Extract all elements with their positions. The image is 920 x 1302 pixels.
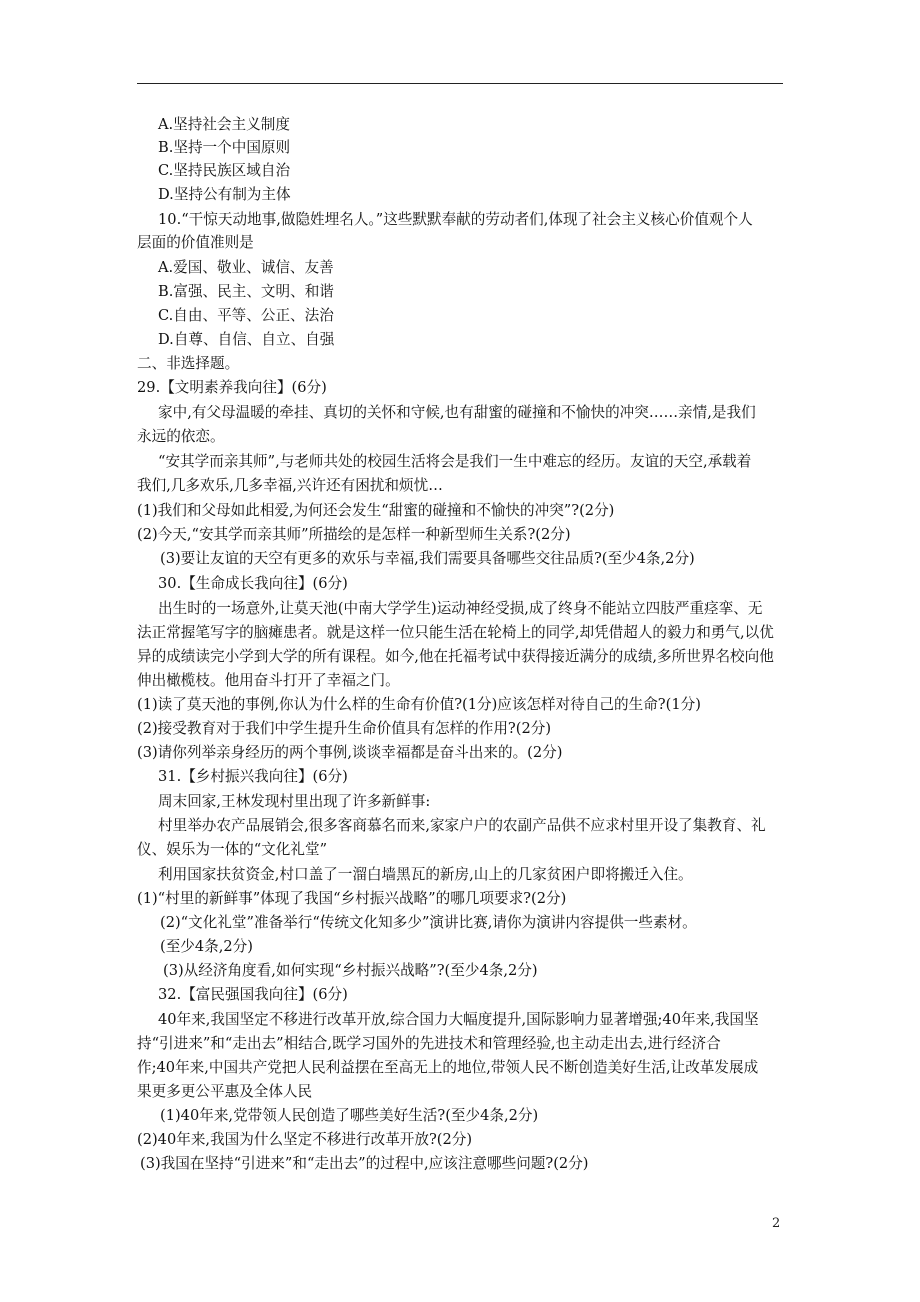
text-line: 40年来,我国坚定不移进行改革开放,综合国力大幅度提升,国际影响力显著增强;40年来,我国坚 <box>158 1011 759 1028</box>
text-line: 持“引进来”和“走出去”相结合,既学习国外的先进技术和管理经验,也主动走出去,进行经济合 <box>137 1035 721 1052</box>
text-line: D.自尊、自信、自立、自强 <box>158 331 335 348</box>
text-line: C.坚持民族区域自治 <box>158 162 291 179</box>
text-line: 伸出橄榄枝。他用奋斗打开了幸福之门。 <box>137 672 400 689</box>
text-line: A.爱国、敬业、诚信、友善 <box>158 259 334 276</box>
text-line: 30.【生命成长我向往】(6分) <box>158 575 348 592</box>
text-line: (2)今天,“安其学而亲其师”所描绘的是怎样一种新型师生关系?(2分) <box>137 526 571 543</box>
text-line: B.坚持一个中国原则 <box>158 139 291 156</box>
text-line: 层面的价值准则是 <box>137 234 254 251</box>
text-line: (1)我们和父母如此相爱,为何还会发生“甜蜜的碰撞和不愉快的冲突”?(2分) <box>137 502 615 519</box>
text-line: D.坚持公有制为主体 <box>158 186 291 203</box>
text-line: (2)接受教育对于我们中学生提升生命价值具有怎样的作用?(2分) <box>137 720 552 737</box>
text-line: 31.【乡村振兴我向往】(6分) <box>158 768 348 785</box>
text-line: 周末回家,王林发现村里出现了许多新鲜事: <box>158 793 431 810</box>
text-line: (至少4条,2分) <box>160 938 253 955</box>
header-rule <box>137 83 783 84</box>
text-line: 二、非选择题。 <box>137 355 240 372</box>
text-line: 家中,有父母温暖的牵挂、真切的关怀和守候,也有甜蜜的碰撞和不愉快的冲突……亲情,是我们 <box>158 404 756 421</box>
text-line: 果更多更公平惠及全体人民 <box>137 1083 313 1100</box>
text-line: 作;40年来,中国共产党把人民利益摆在至高无上的地位,带领人民不断创造美好生活,让改革发展成 <box>137 1059 759 1076</box>
text-line: 29.【文明素养我向往】(6分) <box>137 379 327 396</box>
text-line: “安其学而亲其师”,与老师共处的校园生活将会是我们一生中难忘的经历。友谊的天空,承载着 <box>158 453 752 470</box>
text-line: 32.【富民强国我向往】(6分) <box>158 986 348 1003</box>
text-line: (3)要让友谊的天空有更多的欢乐与幸福,我们需要具备哪些交往品质?(至少4条,2分) <box>160 550 695 567</box>
text-line: 仪、娱乐为一体的“文化礼堂” <box>137 841 328 858</box>
text-line: (1)读了莫天池的事例,你认为什么样的生命有价值?(1分)应该怎样对待自己的生命?(1分) <box>137 696 701 713</box>
text-line: 出生时的一场意外,让莫天池(中南大学学生)运动神经受损,成了终身不能站立四肢严重痉挛、无 <box>158 600 763 617</box>
page-number: 2 <box>772 1216 781 1231</box>
text-line: 利用国家扶贫资金,村口盖了一溜白墙黑瓦的新房,山上的几家贫困户即将搬迁入住。 <box>158 866 693 883</box>
text-line: 永远的依恋。 <box>137 428 225 445</box>
text-line: 我们,几多欢乐,几多幸福,兴许还有困扰和烦忧… <box>137 477 443 494</box>
text-line: 10.“干惊天动地事,做隐姓埋名人。”这些默默奉献的劳动者们,体现了社会主义核心价值观个人 <box>158 211 753 228</box>
text-line: (2)“文化礼堂”准备举行“传统文化知多少”演讲比赛,请你为演讲内容提供一些素材。 <box>160 914 697 931</box>
text-line: 村里举办农产品展销会,很多客商慕名而来,家家户户的农副产品供不应求村里开设了集教育、礼 <box>158 817 766 834</box>
text-line: 法正常握笔写字的脑瘫患者。就是这样一位只能生活在轮椅上的同学,却凭借超人的毅力和勇气,以优 <box>137 624 774 641</box>
text-line: (1)“村里的新鲜事”体现了我国“乡村振兴战略”的哪几项要求?(2分) <box>137 890 567 907</box>
text-line: B.富强、民主、文明、和谐 <box>158 283 334 300</box>
text-line: C.自由、平等、公正、法治 <box>158 307 334 324</box>
text-line: (3)请你列举亲身经历的两个事例,谈谈幸福都是奋斗出来的。(2分) <box>137 744 563 761</box>
text-line: (3)从经济角度看,如何实现“乡村振兴战略”?(至少4条,2分) <box>163 962 538 979</box>
text-line: (2)40年来,我国为什么坚定不移进行改革开放?(2分) <box>137 1131 473 1148</box>
text-line: (1)40年来,党带领人民创造了哪些美好生活?(至少4条,2分) <box>160 1107 539 1124</box>
text-line: A.坚持社会主义制度 <box>158 116 290 133</box>
text-line: (3)我国在坚持“引进来”和“走出去”的过程中,应该注意哪些问题?(2分) <box>140 1155 589 1172</box>
text-line: 异的成绩读完小学到大学的所有课程。如今,他在托福考试中获得接近满分的成绩,多所世界名校向他 <box>137 648 774 665</box>
